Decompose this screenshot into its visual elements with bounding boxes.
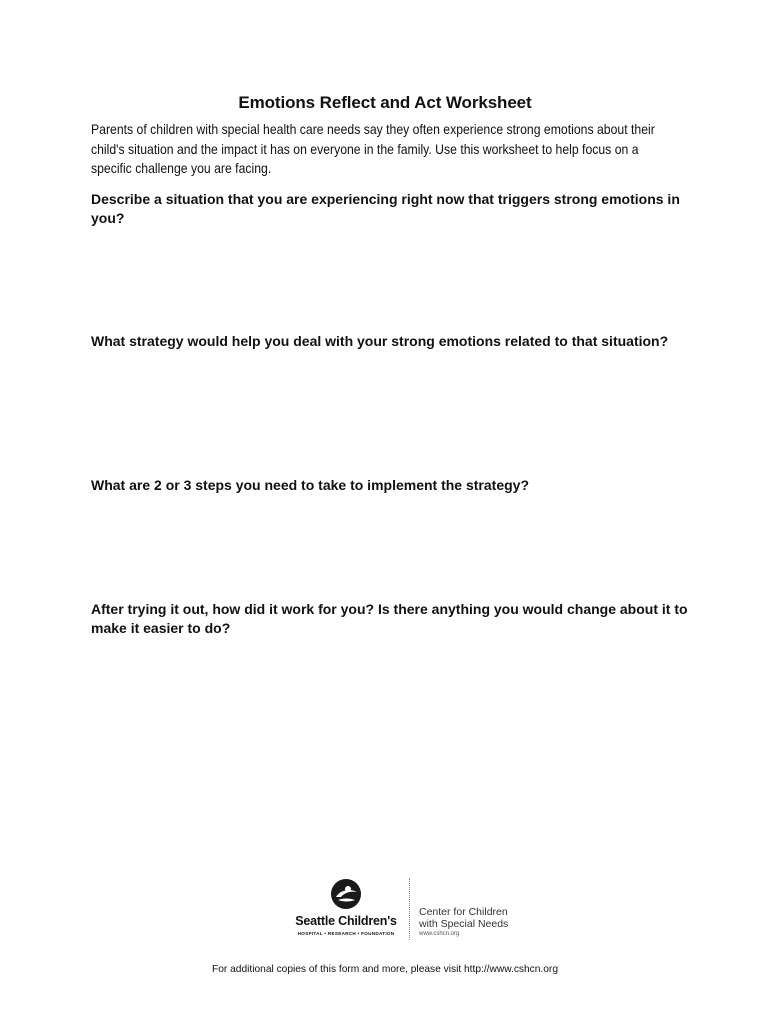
seattle-childrens-emblem-icon	[330, 878, 362, 910]
seattle-childrens-logo	[286, 876, 406, 942]
worksheet-title: Emotions Reflect and Act Worksheet	[238, 93, 532, 112]
intro-paragraph: Parents of children with special health care needs say they often experience strong emotions about their child's situation and the impact it has on everyone in the family. Use this worksheet to help focus on a specific challenge you are facing.	[91, 122, 655, 176]
cshcn-name-line1: Center for Children	[419, 906, 508, 918]
question-reflection: After trying it out, how did it work for you? Is there anything you would change about it to make it easier to do?	[91, 601, 688, 636]
question-strategy: What strategy would help you deal with your strong emotions related to that situation?	[91, 333, 669, 349]
organization-logo	[286, 876, 526, 946]
logo-divider	[409, 878, 410, 940]
footer-note: For additional copies of this form and more, please visit http://www.cshcn.org	[212, 964, 558, 975]
cshcn-url: www.cshcn.org	[419, 931, 460, 937]
seattle-childrens-name: Seattle Children's	[295, 914, 397, 928]
question-steps: What are 2 or 3 steps you need to take to implement the strategy?	[91, 477, 529, 493]
cshcn-logo-text	[419, 906, 529, 938]
question-situation: Describe a situation that you are experiencing right now that triggers strong emotions in you?	[91, 191, 680, 226]
cshcn-name-line2: with Special Needs	[419, 918, 509, 930]
seattle-childrens-tagline: HOSPITAL • RESEARCH • FOUNDATION	[297, 931, 395, 936]
